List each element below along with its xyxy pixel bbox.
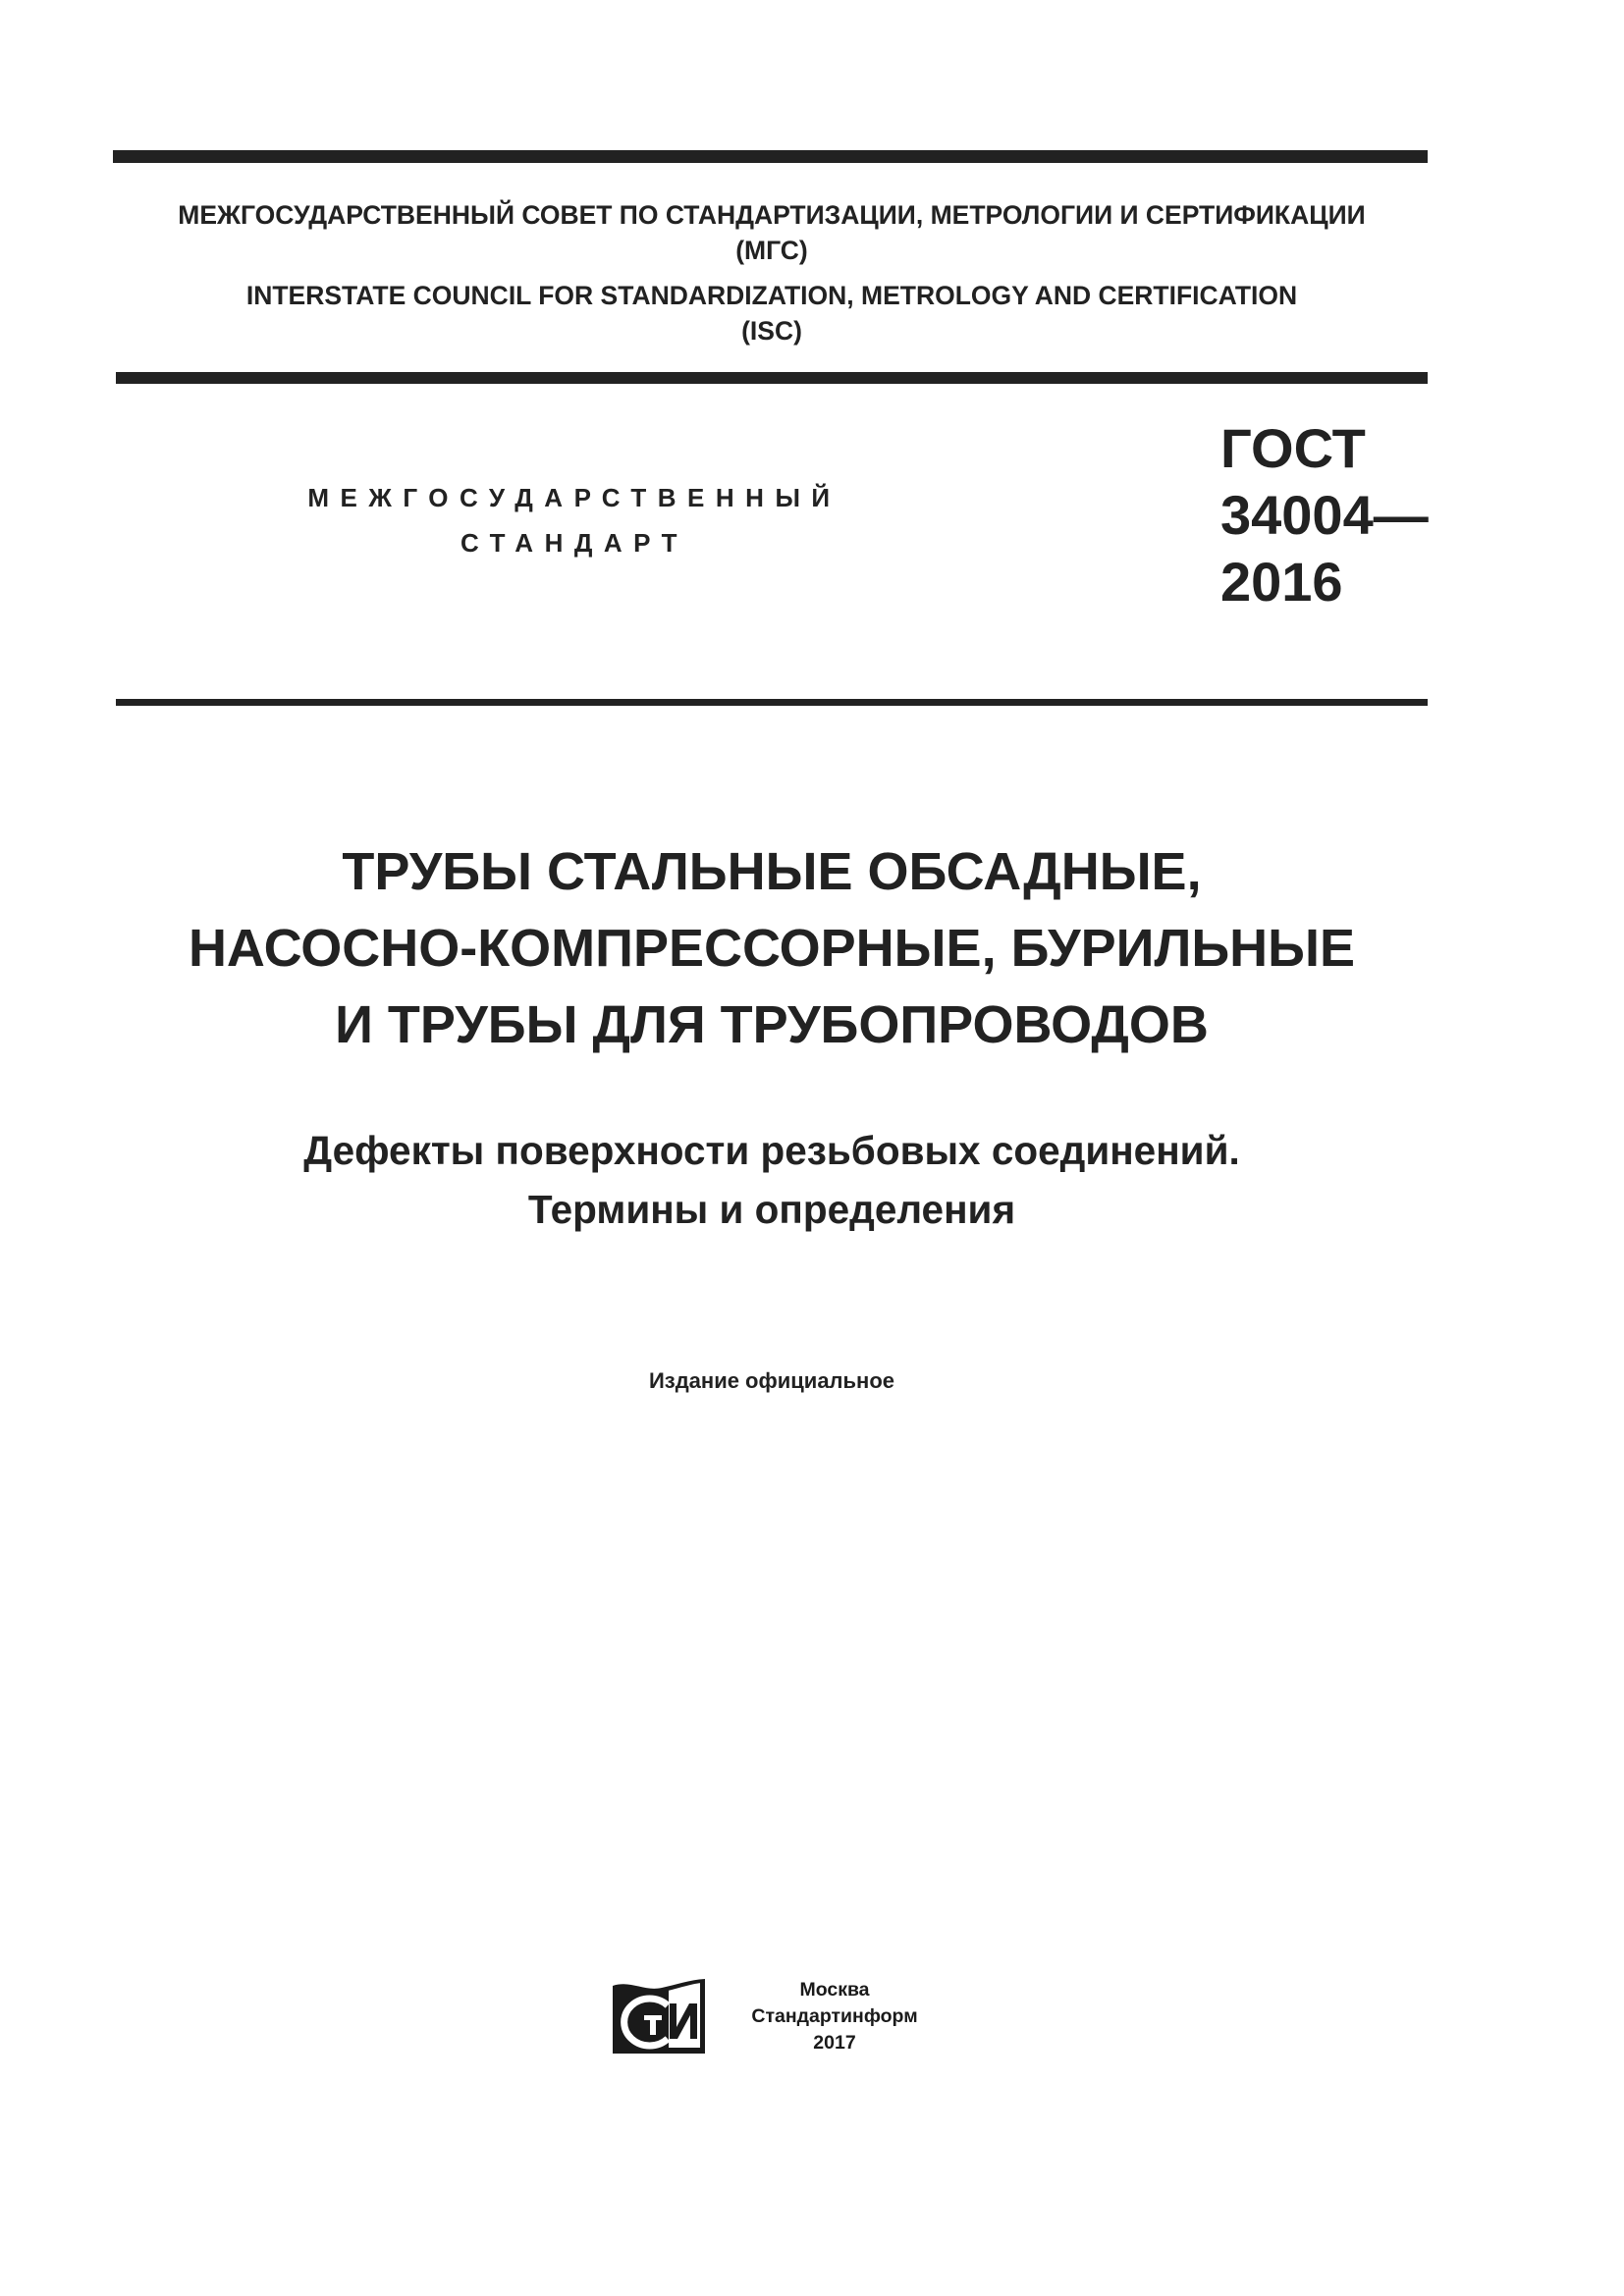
publisher-city: Москва xyxy=(799,1979,870,2001)
gost-label: ГОСТ xyxy=(1220,417,1366,479)
publication-year: 2017 xyxy=(813,2032,856,2054)
designation-divider xyxy=(116,699,1428,706)
header-divider xyxy=(116,372,1428,384)
council-name-en: INTERSTATE COUNCIL FOR STANDARDIZATION, METROLOGY AND CERTIFICATION xyxy=(245,281,1298,310)
standard-type-line-2: СТАНДАРТ xyxy=(460,528,689,558)
standartinform-logo-icon xyxy=(611,1978,707,2056)
gost-number: 34004— xyxy=(1220,484,1429,546)
council-abbr-en: (ISC) xyxy=(741,316,802,346)
document-subtitle-line-1: Дефекты поверхности резьбовых соединений. xyxy=(303,1128,1240,1173)
publisher-name: Стандартинформ xyxy=(751,2005,918,2027)
top-rule xyxy=(113,150,1428,163)
edition-label: Издание официальное xyxy=(648,1368,895,1393)
document-subtitle-line-2: Термины и определения xyxy=(527,1187,1016,1232)
document-title-line-2: НАСОСНО-КОМПРЕССОРНЫЕ, БУРИЛЬНЫЕ xyxy=(188,919,1356,978)
council-abbr-ru: (МГС) xyxy=(735,236,808,265)
gost-year: 2016 xyxy=(1220,551,1343,613)
publisher-imprint xyxy=(727,1977,943,2056)
standard-type-line-1: МЕЖГОСУДАРСТВЕННЫЙ xyxy=(307,483,841,512)
council-name-ru: МЕЖГОСУДАРСТВЕННЫЙ СОВЕТ ПО СТАНДАРТИЗАЦИИ, МЕТРОЛОГИИ И СЕРТИФИКАЦИИ xyxy=(178,200,1366,230)
document-title-line-3: И ТРУБЫ ДЛЯ ТРУБОПРОВОДОВ xyxy=(335,995,1209,1054)
document-title-line-1: ТРУБЫ СТАЛЬНЫЕ ОБСАДНЫЕ, xyxy=(342,842,1202,901)
